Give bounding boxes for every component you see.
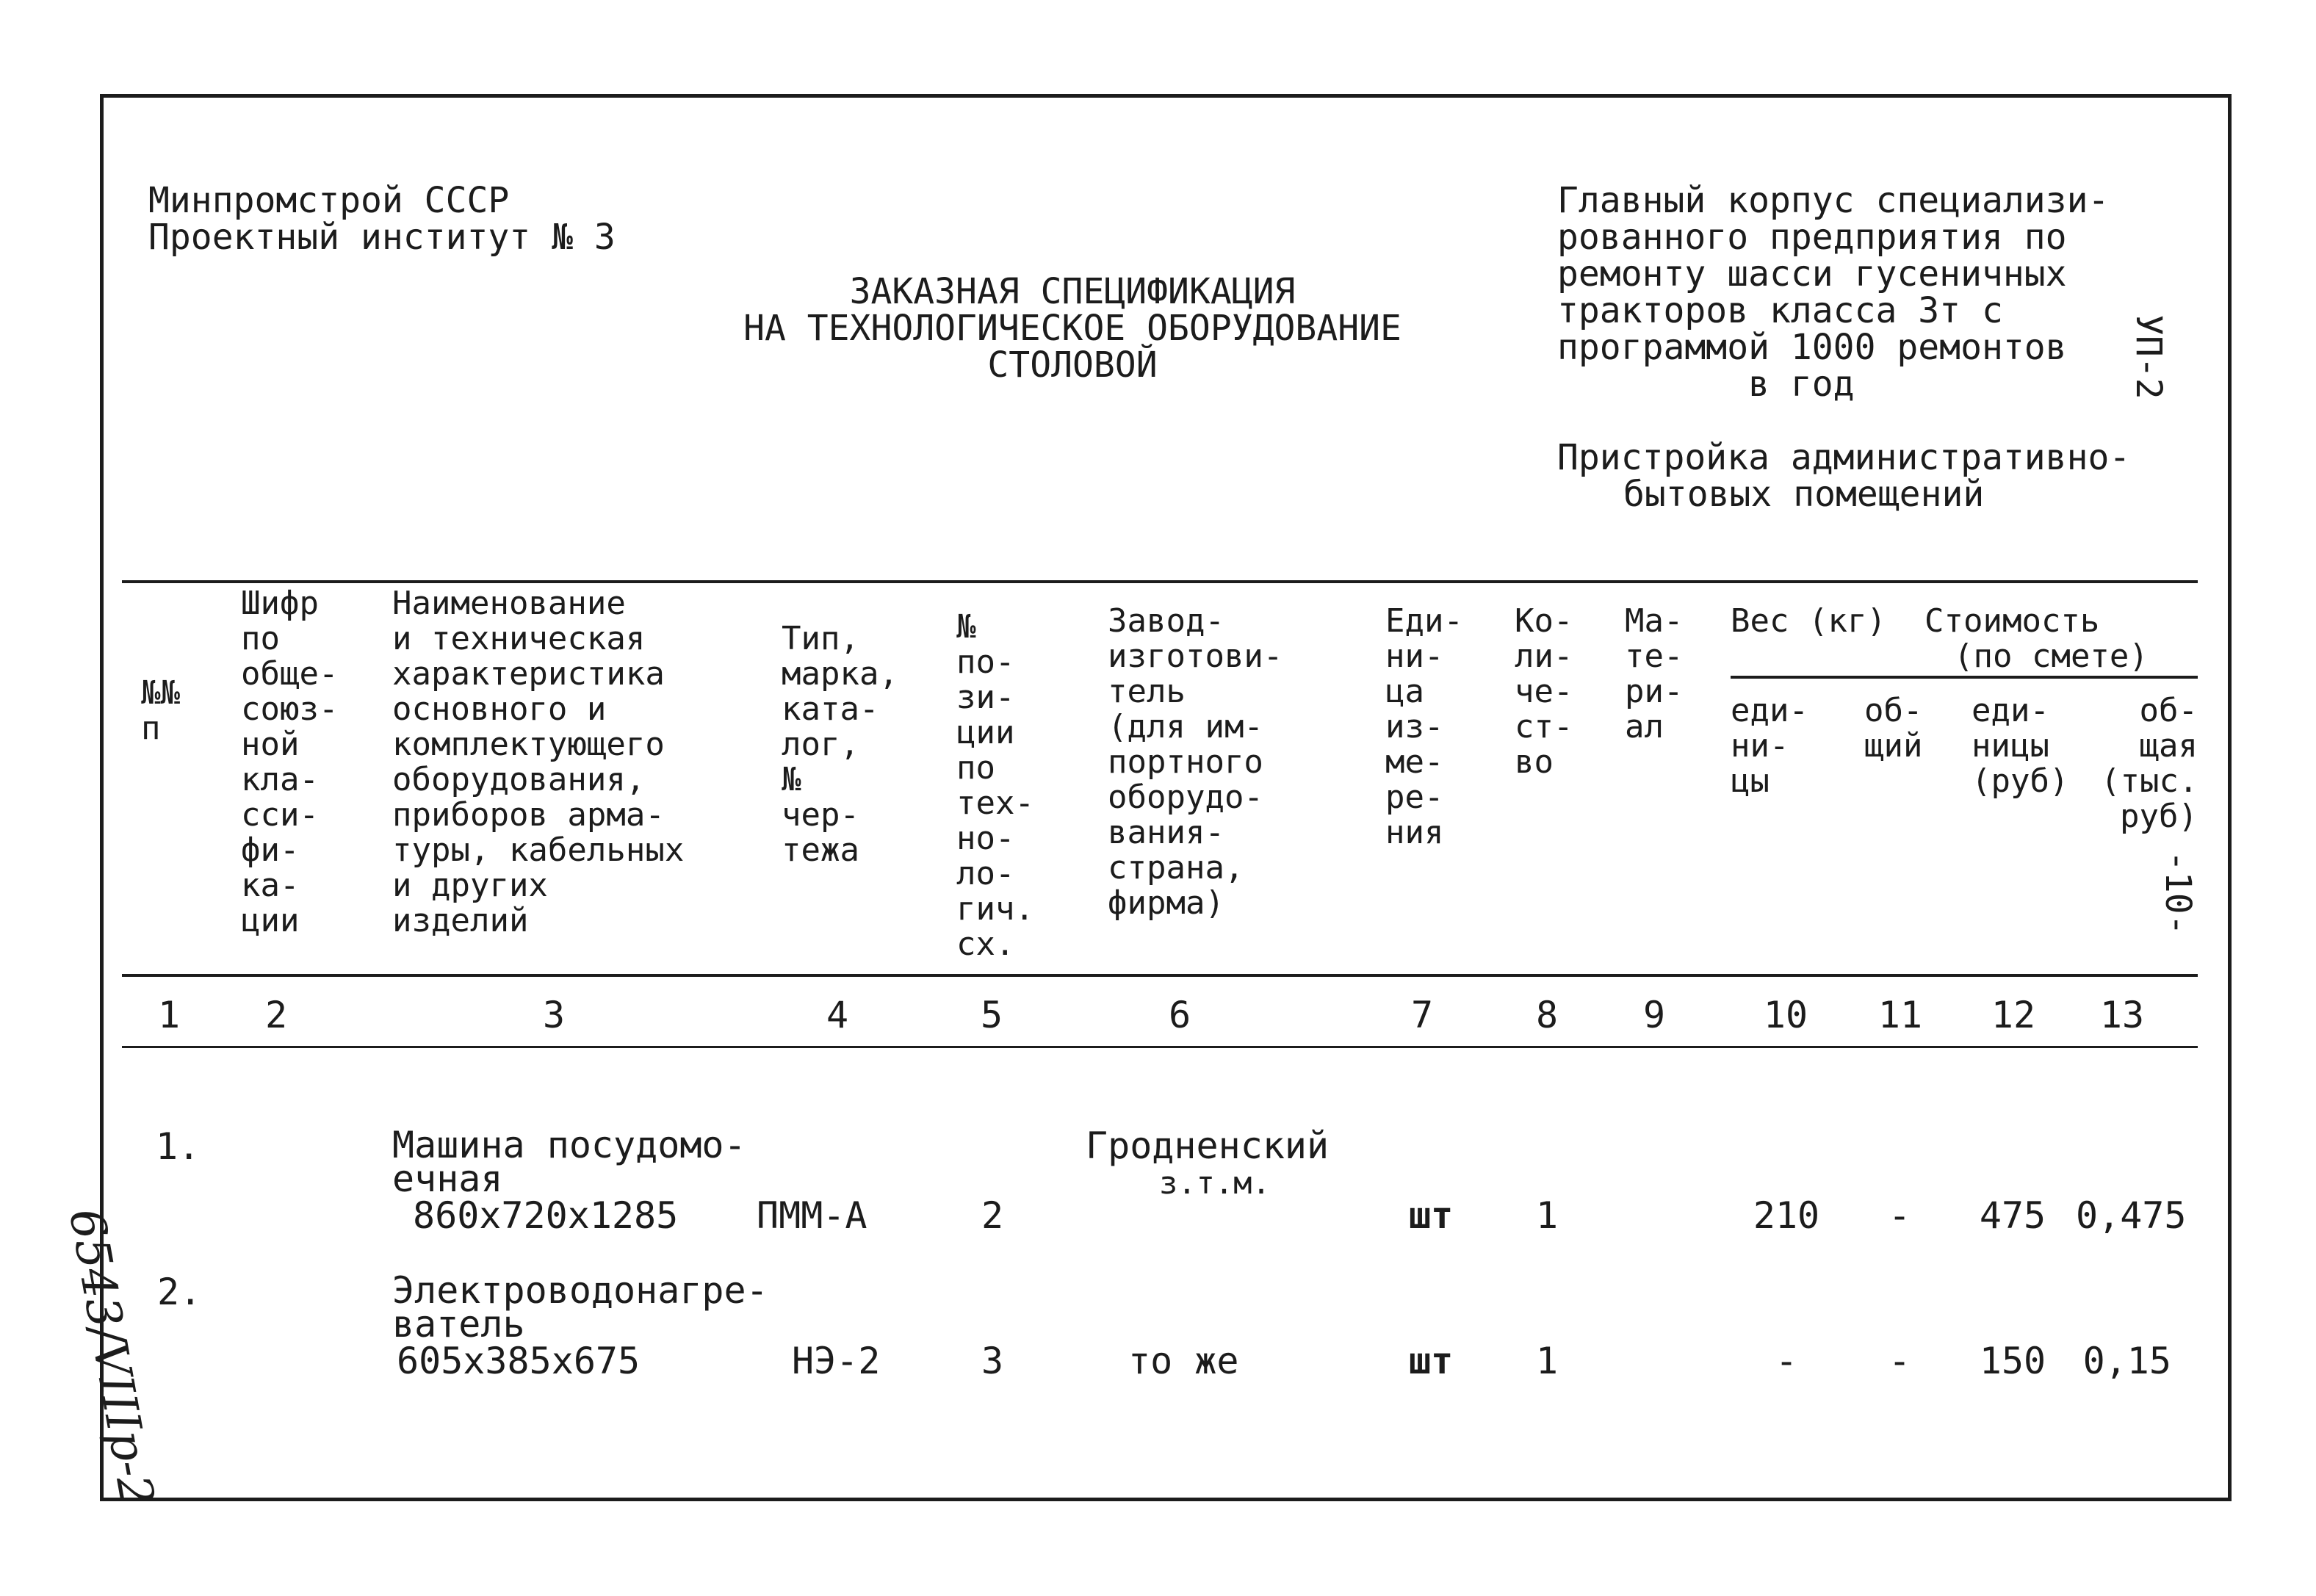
item-weight-unit: - — [1775, 1340, 1798, 1382]
column-number-5: 5 — [980, 994, 1003, 1036]
item-dimensions: 605х385х675 — [397, 1340, 641, 1382]
sheet-code: УП-2 — [2128, 314, 2169, 400]
column-header-8: Ко- ли- че- ст- во — [1515, 602, 1573, 781]
column-header-9: Ма- те- ри- ал — [1625, 602, 1684, 745]
sub-header-weight-unit: еди- ни- цы — [1731, 692, 1808, 800]
item-dimensions: 860х720х1285 — [413, 1194, 679, 1237]
row-index: 2. — [157, 1271, 202, 1313]
column-header-5: № по- зи- ции по тех- но- ло- гич. сх. — [956, 608, 1034, 963]
side-stamp: 6543/VIIIр-2 — [58, 1205, 165, 1511]
column-header-2: Шифр по обще- союз- ной кла- сси- фи- ка- ции — [241, 585, 339, 939]
column-number-12: 12 — [1991, 994, 2036, 1036]
item-unit: шт — [1409, 1340, 1454, 1382]
column-header-6: Завод- изготови- тель (для им- портного оборудо- вания- страна, фирма) — [1108, 602, 1283, 922]
column-number-7: 7 — [1410, 994, 1434, 1036]
column-number-8: 8 — [1535, 994, 1559, 1036]
column-number-3: 3 — [542, 994, 566, 1036]
column-number-4: 4 — [826, 994, 849, 1036]
column-header-7: Еди- ни- ца из- ме- ре- ния — [1385, 602, 1463, 851]
item-position: 2 — [981, 1194, 1004, 1237]
item-unit: шт — [1409, 1194, 1454, 1237]
item-cost-unit: 475 — [1979, 1194, 2046, 1237]
column-header-4: Тип, марка, ката- лог, № чер- тежа — [782, 620, 898, 869]
item-manufacturer: то же — [1128, 1340, 1239, 1382]
column-number-1: 1 — [157, 994, 181, 1036]
sub-header-cost-unit: еди- ницы (руб) — [1972, 692, 2069, 800]
item-quantity: 1 — [1535, 1194, 1559, 1237]
object-subtitle: Пристройка административно- бытовых помещений — [1557, 437, 2131, 515]
item-position: 3 — [981, 1340, 1004, 1382]
document-title: ЗАКАЗНАЯ СПЕЦИФИКАЦИЯ НА ТЕХНОЛОГИЧЕСКОЕ ОБОРУДОВАНИЕ СТОЛОВОЙ — [743, 271, 1401, 386]
object-description: Главный корпус специализи- рованного предприятия по ремонту шасси гусеничных тракторов класса 3т с программой 1000 ремонтов в год — [1557, 180, 2110, 405]
item-type: ПММ-А — [757, 1194, 867, 1237]
organization-name: Минпромстрой СССР Проектный институт № 3 — [148, 180, 616, 258]
item-cost-total: 0,475 — [2076, 1194, 2187, 1237]
item-weight-total: - — [1888, 1194, 1911, 1237]
item-name: Электроводонагре- ватель — [392, 1269, 768, 1346]
header-bottom-rule — [122, 974, 2198, 977]
group-header-cost: Стоимость (по смете) — [1924, 602, 2149, 675]
item-cost-unit: 150 — [1979, 1340, 2046, 1382]
column-numbers-rule — [122, 1046, 2198, 1048]
row-index: 1. — [156, 1125, 201, 1168]
item-name: Машина посудомо- ечная — [392, 1124, 746, 1200]
item-cost-total: 0,15 — [2082, 1340, 2171, 1382]
table-top-rule — [122, 580, 2198, 583]
group-header-rule — [1731, 676, 2198, 679]
sub-header-weight-total: об- щий — [1864, 692, 1923, 765]
column-header-1: №№ п — [141, 674, 180, 747]
column-number-2: 2 — [264, 994, 288, 1036]
item-type: НЭ-2 — [792, 1340, 881, 1382]
item-quantity: 1 — [1535, 1340, 1559, 1382]
item-weight-unit: 210 — [1753, 1194, 1820, 1237]
group-header-weight: Вес (кг) — [1731, 602, 1886, 640]
item-weight-total: - — [1888, 1340, 1911, 1382]
column-number-11: 11 — [1877, 994, 1923, 1036]
column-number-10: 10 — [1763, 994, 1808, 1036]
page-number: -10- — [2157, 851, 2198, 936]
sub-header-cost-total: об- щая (тыс. руб) — [2101, 692, 2198, 835]
column-number-13: 13 — [2099, 994, 2145, 1036]
column-header-3: Наименование и техническая характеристика основного и комплектующего оборудования, приборов арма- туры, кабельных и других изделий — [392, 585, 685, 939]
item-manufacturer: Гродненский з.т.м. — [1086, 1124, 1330, 1201]
column-number-6: 6 — [1168, 994, 1191, 1036]
column-number-9: 9 — [1642, 994, 1666, 1036]
